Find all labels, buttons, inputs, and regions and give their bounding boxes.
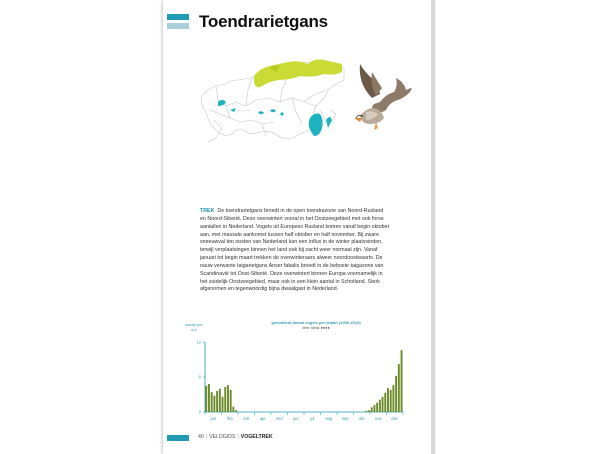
bar [392,385,394,412]
bar [365,411,367,412]
y-tick-label: 6 [198,374,201,380]
bar [368,410,370,412]
bar [401,350,403,412]
trek-line: terwijl verplaatsingen binnen het land ook bij zacht weer normaal zijn. Vanaf [200,247,378,254]
accent-bar-bottom [167,23,189,29]
chart-subtitle: zeer talrijk ●●●● [302,326,330,330]
bar [211,392,213,412]
bar [384,393,386,412]
x-tick-label: dec [391,416,399,421]
bar [371,407,373,412]
x-tick-label: nov [374,416,382,421]
page-footer: 40 | VELDGIDS | VOGELTREK [198,434,273,440]
trek-line: afgenomen en tegenwoordig bijna dwaalgast in Nederland. [200,286,339,293]
bar [232,407,234,412]
x-tick-label: mei [275,416,283,421]
bar [376,403,378,412]
x-tick-label: aug [325,416,333,421]
bar [227,385,229,412]
bar [379,400,381,412]
page-edge [431,0,435,454]
chart-ylabel: aantal per uur [185,322,203,332]
distribution-map-icon [196,50,346,146]
x-tick-label: jan [210,416,217,421]
trek-line: aan, met massale aankomst tussen half oktober en half november. Bij zware [200,231,380,238]
trek-line: sneeuwval ten oosten van Nederland kan een influx in de winter plaatsvinden, [200,239,383,246]
bar [387,388,389,412]
y-tick-label: 12 [196,339,201,345]
trek-lead: TREK [200,208,215,214]
trek-line: aantallen in Nederland. Vogels uit Europees Rusland komen vanaf begin oktober [200,223,390,230]
chart-title: gemiddeld aantal vogels per telaan (2000-2015) [271,320,361,325]
page-number: 40 [198,434,204,440]
x-tick-label: jul [310,416,315,421]
bar [216,391,218,412]
bar [208,384,210,412]
bar [398,364,400,412]
trek-line: en Noord-Siberië. Deze overwintert vooral in het Oostzeegebied met ook forse [200,215,384,222]
x-tick-label: okt [358,416,365,421]
x-tick-label: mrt [243,416,250,421]
bar [224,387,226,412]
guide-name: VELDGIDS [209,434,236,440]
bar [382,397,384,412]
x-tick-label: jun [292,416,299,421]
page-title: Toendrarietgans [199,12,328,31]
bar [222,397,224,412]
bar [390,390,392,412]
trek-line: het zuidelijk Oostzeegebied, maar ook in een klein aantal in Schotland. Sterk [200,278,380,285]
bar [205,386,207,412]
bar [395,376,397,412]
migration-chart [185,330,420,428]
y-tick-label: 0 [198,409,201,415]
section-name: VOGELTREK [240,434,273,440]
trek-paragraph [200,208,408,294]
flying-goose-icon [352,58,414,134]
bar [213,396,215,412]
x-tick-label: feb [226,416,233,421]
trek-line: De toendrarietgans broedt in de open toendrazone van Noord-Rusland [217,208,384,214]
bar [230,390,232,412]
footer-accent-bar [167,435,189,441]
bar [235,410,237,412]
accent-bar-top [167,14,189,20]
trek-line: nauw verwante taigarietgans Anser fabalis broedt in de beboste taigazone van [200,262,384,269]
x-tick-label: sep [341,416,349,421]
trek-line: januari tot begin maart trekken de overwinteraars alweer noordoostwaarts. De [200,255,383,262]
bar [219,389,221,412]
trek-line: Scandinavië tot Oost-Siberië. Deze overwintert binnen Europa voornamelijk in [200,270,383,277]
x-tick-label: apr [259,416,266,421]
bar [373,405,375,412]
